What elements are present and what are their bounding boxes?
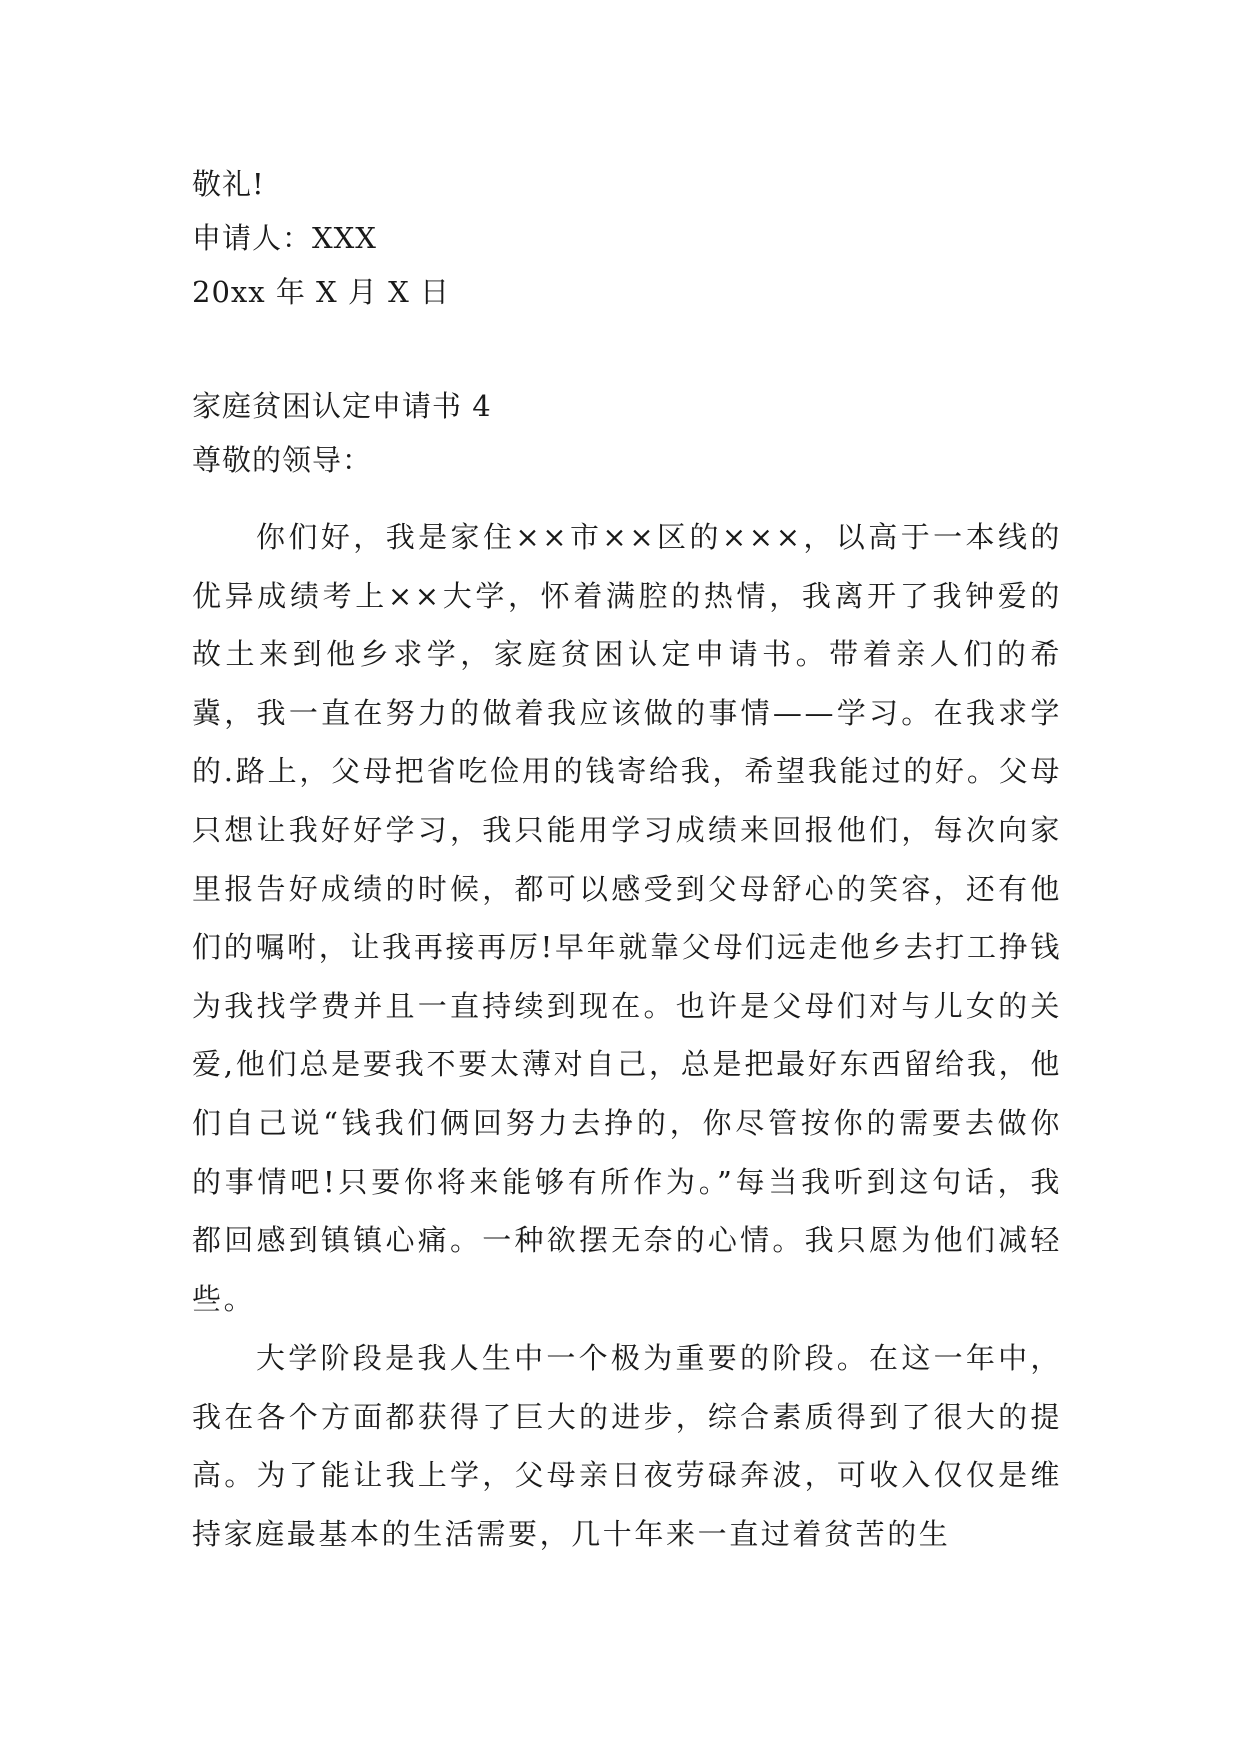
- applicant-signature-line: 申请人：XXX: [192, 221, 377, 255]
- body-paragraph-1: 你们好，我是家住××市××区的×××，以高于一本线的优异成绩考上××大学，怀着满腔的热情，我离开了我钟爱的故土来到他乡求学，家庭贫困认定申请书。带着亲人们的希冀，我一直在努力的做着我应该做的事情——学习。在我求学的.路上，父母把省吃俭用的钱寄给我，希望我能过的好。父母只想让我好好学习，我只能用学习成绩来回报他们，每次向家里报告好成绩的时候，都可以感受到父母舒心的笑容，还有他们的嘱咐，让我再接再厉!早年就靠父母们远走他乡去打工挣钱为我找学费并且一直持续到现在。也许是父母们对与儿女的关爱,他们总是要我不要太薄对自己，总是把最好东西留给我，他们自己说“钱我们俩回努力去挣的，你尽管按你的需要去做你的事情吧!只要你将来能够有所作为。”每当我听到这句话，我都回感到镇镇心痛。一种欲摆无奈的心情。我只愿为他们减轻些。: [192, 520, 1062, 1316]
- body-paragraph-2: 大学阶段是我人生中一个极为重要的阶段。在这一年中，我在各个方面都获得了巨大的进步，综合素质得到了很大的提高。为了能让我上学，父母亲日夜劳碌奔波，可收入仅仅是维持家庭最基本的生活需要，几十年来一直过着贫苦的生: [192, 1341, 1062, 1551]
- closing-salute: 敬礼!: [192, 167, 265, 201]
- letter-date: 20xx 年 X 月 X 日: [192, 275, 450, 309]
- letter-greeting: 尊敬的领导：: [192, 443, 373, 477]
- letter-title: 家庭贫困认定申请书 4: [192, 389, 492, 423]
